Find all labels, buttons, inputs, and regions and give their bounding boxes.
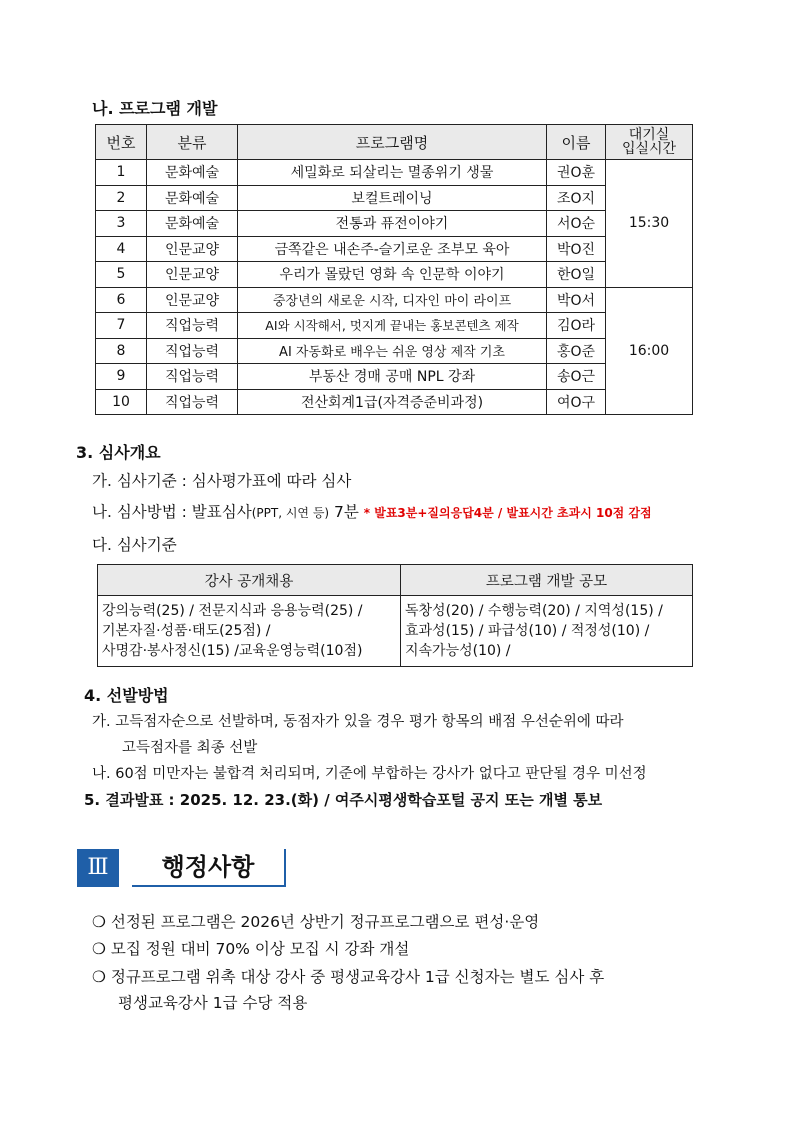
cell-person: 박O진 <box>547 236 606 262</box>
review-method-detail: (PPT, 시연 등) <box>251 506 330 520</box>
cell-no: 3 <box>96 211 147 237</box>
section-heading-program: 나. 프로그램 개발 <box>92 99 218 118</box>
cell-program: 세밀화로 되살리는 멸종위기 생물 <box>238 160 547 186</box>
criteria-header-program: 프로그램 개발 공모 <box>401 565 693 596</box>
criteria-instructor-cell <box>98 596 401 667</box>
table-row <box>96 287 693 313</box>
criteria-item: 지속가능성(10) / <box>405 643 511 659</box>
cell-program: 부동산 경매 공매 NPL 강좌 <box>238 364 547 390</box>
cell-program: 우리가 몰랐던 영화 속 인문학 이야기 <box>238 262 547 288</box>
table-row <box>96 364 693 390</box>
section-numeral-badge: Ⅲ <box>77 849 119 887</box>
section-heading-selection: 4. 선발방법 <box>84 686 169 705</box>
cell-category: 직업능력 <box>147 364 238 390</box>
cell-person: 한O일 <box>547 262 606 288</box>
cell-program: 전산회계1급(자격증준비과정) <box>238 389 547 415</box>
table-row <box>96 160 693 186</box>
cell-category: 직업능력 <box>147 313 238 339</box>
cell-category: 문화예술 <box>147 185 238 211</box>
cell-program: 중장년의 새로운 시작, 디자인 마이 라이프 <box>238 287 547 313</box>
criteria-item: 기본자질·성품·태도(25점) / <box>102 623 271 639</box>
table-row <box>96 313 693 339</box>
selection-rule-line2: 고득점자를 최종 선발 <box>122 740 258 756</box>
review-standard-line: 다. 심사기준 <box>92 536 177 554</box>
criteria-header-instructor: 강사 공개채용 <box>98 565 401 596</box>
program-table <box>95 124 693 415</box>
cell-person: 조O지 <box>547 185 606 211</box>
cell-no: 2 <box>96 185 147 211</box>
cell-category: 직업능력 <box>147 338 238 364</box>
criteria-item: 사명감·봉사정신(15) /교육운영능력(10점) <box>102 643 363 659</box>
table-row <box>96 211 693 237</box>
cell-program: 금쪽같은 내손주-슬기로운 조부모 육아 <box>238 236 547 262</box>
admin-bullet-text: 모집 정원 대비 70% 이상 모집 시 강좌 개설 <box>110 940 410 958</box>
wait-header-line1: 대기실 <box>628 127 670 143</box>
cell-no: 4 <box>96 236 147 262</box>
cell-no: 5 <box>96 262 147 288</box>
cell-program: 전통과 퓨전이야기 <box>238 211 547 237</box>
col-header-wait-time <box>606 125 693 160</box>
circle-bullet-icon: ❍ <box>92 913 106 931</box>
wait-header-line2: 입실시간 <box>621 141 677 157</box>
col-header-program: 프로그램명 <box>238 125 547 160</box>
cell-no: 6 <box>96 287 147 313</box>
table-row <box>96 236 693 262</box>
cell-person: 서O순 <box>547 211 606 237</box>
table-row <box>96 185 693 211</box>
review-method-duration: 7분 <box>329 503 359 521</box>
criteria-item: 독창성(20) / 수행능력(20) / 지역성(15) / <box>405 603 663 619</box>
circle-bullet-icon: ❍ <box>92 940 106 958</box>
col-header-category: 분류 <box>147 125 238 160</box>
review-method-note: * 발표3분+질의응답4분 / 발표시간 초과시 10점 감점 <box>363 506 652 520</box>
admin-bullet-text: 선정된 프로그램은 2026년 상반기 정규프로그램으로 편성·운영 <box>110 913 540 931</box>
review-method-line <box>92 500 652 522</box>
cell-category: 문화예술 <box>147 160 238 186</box>
admin-section-title: 행정사항 <box>132 849 286 887</box>
cell-person: 여O구 <box>547 389 606 415</box>
cell-category: 문화예술 <box>147 211 238 237</box>
cell-program: AI 자동화로 배우는 쉬운 영상 제작 기초 <box>238 338 547 364</box>
section-heading-review: 3. 심사개요 <box>76 443 161 462</box>
admin-bullet-3 <box>92 965 604 987</box>
cell-category: 인문교양 <box>147 236 238 262</box>
cell-no: 7 <box>96 313 147 339</box>
table-row <box>96 389 693 415</box>
review-method-prefix: 나. 심사방법 : 발표심사 <box>92 503 252 521</box>
admin-bullet-text: 정규프로그램 위촉 대상 강사 중 평생교육강사 1급 신청자는 별도 심사 후 <box>110 968 605 986</box>
cell-wait-time-2: 16:00 <box>606 287 693 415</box>
criteria-item: 효과성(15) / 파급성(10) / 적정성(10) / <box>405 623 650 639</box>
section-heading-result: 5. 결과발표 : 2025. 12. 23.(화) / 여주시평생학습포털 공지 또는 개별 통보 <box>84 791 603 809</box>
criteria-program-cell <box>401 596 693 667</box>
cell-category: 인문교양 <box>147 262 238 288</box>
col-header-no: 번호 <box>96 125 147 160</box>
cell-no: 8 <box>96 338 147 364</box>
circle-bullet-icon: ❍ <box>92 968 106 986</box>
admin-bullet-2 <box>92 937 409 959</box>
table-row <box>96 338 693 364</box>
cell-no: 1 <box>96 160 147 186</box>
table-row <box>96 262 693 288</box>
selection-cutoff-line: 나. 60점 미만자는 불합격 처리되며, 기준에 부합하는 강사가 없다고 판단될 경우 미선정 <box>92 766 647 782</box>
cell-program: AI와 시작해서, 멋지게 끝내는 홍보콘텐츠 제작 <box>238 313 547 339</box>
criteria-table <box>97 564 693 667</box>
cell-wait-time-1: 15:30 <box>606 160 693 288</box>
cell-person: 송O근 <box>547 364 606 390</box>
cell-person: 박O서 <box>547 287 606 313</box>
cell-category: 인문교양 <box>147 287 238 313</box>
selection-rule-line1: 가. 고득점자순으로 선발하며, 동점자가 있을 경우 평가 항목의 배점 우선순위에 따라 <box>92 714 624 730</box>
table-header-row <box>96 125 693 160</box>
cell-program: 보컬트레이닝 <box>238 185 547 211</box>
cell-no: 9 <box>96 364 147 390</box>
cell-person: 김O라 <box>547 313 606 339</box>
cell-no: 10 <box>96 389 147 415</box>
cell-category: 직업능력 <box>147 389 238 415</box>
admin-bullet-3-cont: 평생교육강사 1급 수당 적용 <box>118 994 308 1012</box>
admin-bullet-1 <box>92 910 539 932</box>
criteria-item: 강의능력(25) / 전문지식과 응용능력(25) / <box>102 603 363 619</box>
review-criteria-line: 가. 심사기준 : 심사평가표에 따라 심사 <box>92 472 352 490</box>
cell-person: 홍O준 <box>547 338 606 364</box>
cell-person: 권O훈 <box>547 160 606 186</box>
col-header-name: 이름 <box>547 125 606 160</box>
